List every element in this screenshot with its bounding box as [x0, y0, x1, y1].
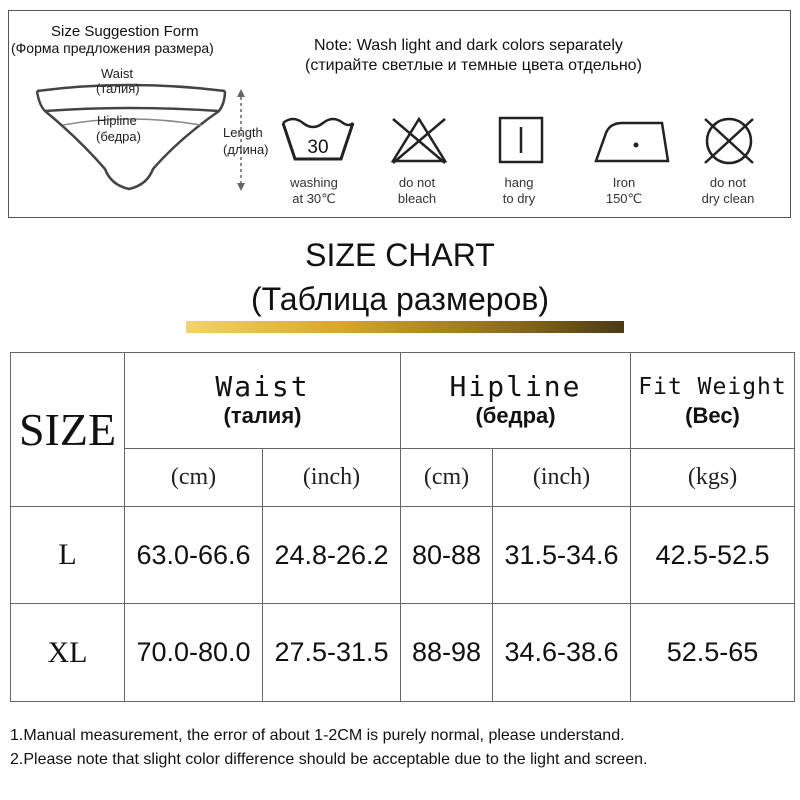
waist-cm-cell: 63.0-66.6: [125, 507, 263, 604]
waist-label: Waist: [101, 66, 134, 81]
table-header-row: [11, 353, 795, 449]
hipline-label: Hipline: [97, 113, 137, 128]
suggestion-title-ru: (Форма предложения размера): [11, 40, 214, 56]
fit-weight-header: Fit Weight: [638, 373, 787, 400]
care-iron: [594, 175, 654, 207]
table-row: [11, 507, 795, 604]
care-wash-line2: at 30℃: [292, 191, 336, 206]
care-wash: [281, 175, 347, 207]
size-table: [10, 352, 795, 702]
footnote-1: 1.Manual measurement, the error of about 1-2CM is purely normal, please understand.: [10, 727, 625, 744]
weight-cell: 42.5-52.5: [631, 507, 795, 604]
hip-inch-cell: 34.6-38.6: [493, 604, 631, 702]
waist-inch-cell: 27.5-31.5: [263, 604, 401, 702]
size-header: SIZE: [18, 404, 117, 455]
hip-cm-cell: 80-88: [401, 507, 493, 604]
unit-hip-cm: (cm): [401, 449, 493, 507]
hipline-header-ru: (бедра): [475, 402, 556, 428]
waist-header: Waist: [215, 369, 310, 403]
suggestion-title: Size Suggestion Form: [51, 23, 199, 40]
size-cell: XL: [11, 604, 125, 702]
care-dry-clean: [691, 175, 765, 207]
care-hang-line1: hang: [504, 175, 534, 190]
fit-weight-header-ru: (Вес): [685, 402, 740, 428]
length-label-ru: (длина): [223, 142, 269, 157]
footnote-2: 2.Please note that slight color difference should be acceptable due to the light and screen.: [10, 751, 648, 768]
iron-150-icon: [592, 115, 672, 167]
waist-cm-cell: 70.0-80.0: [125, 604, 263, 702]
waist-header-ru: (талия): [223, 402, 302, 428]
hipline-header-cell: [401, 353, 631, 449]
unit-waist-cm: (cm): [125, 449, 263, 507]
hip-cm-cell: 88-98: [401, 604, 493, 702]
unit-hip-inch: (inch): [493, 449, 631, 507]
size-chart-title: SIZE CHART: [305, 237, 495, 273]
hang-dry-icon: [497, 115, 545, 165]
wash-30-icon: [279, 113, 357, 165]
table-units-row: [11, 449, 795, 507]
hipline-label-ru: (бедра): [96, 129, 141, 144]
care-hang-line2: to dry: [502, 191, 536, 206]
wash-note: Note: Wash light and dark colors separately: [314, 37, 623, 54]
table-row: [11, 604, 795, 702]
size-chart-title-ru: (Таблица размеров): [251, 281, 549, 317]
size-header-cell: [11, 353, 125, 507]
unit-waist-inch: (inch): [263, 449, 401, 507]
care-dry-clean-line2: dry clean: [701, 191, 755, 206]
care-iron-line2: 150℃: [605, 191, 643, 206]
unit-weight-kgs: (kgs): [631, 449, 795, 507]
care-bleach-line2: bleach: [397, 191, 437, 206]
waist-header-cell: [125, 353, 401, 449]
weight-cell: 52.5-65: [631, 604, 795, 702]
care-dry-clean-line1: do not: [709, 175, 747, 190]
care-wash-line1: washing: [290, 175, 338, 190]
waist-inch-cell: 24.8-26.2: [263, 507, 401, 604]
hipline-header: Hipline: [449, 369, 582, 403]
length-label: Length: [223, 125, 263, 140]
no-dry-clean-icon: [699, 113, 759, 169]
care-bleach: [387, 175, 447, 207]
care-iron-line1: Iron: [612, 175, 636, 190]
hip-inch-cell: 31.5-34.6: [493, 507, 631, 604]
size-suggestion-panel: [8, 10, 791, 218]
fit-weight-header-cell: [631, 353, 795, 449]
waist-label-ru: (талия): [96, 81, 140, 96]
wash-note-ru: (стирайте светлые и темные цвета отдельно): [305, 57, 642, 74]
care-bleach-line1: do not: [398, 175, 436, 190]
no-bleach-icon: [389, 113, 449, 167]
wash-temp-text: 30: [307, 137, 329, 158]
title-underline-bar: [186, 321, 624, 333]
size-cell: L: [11, 507, 125, 604]
care-hang: [489, 175, 549, 207]
